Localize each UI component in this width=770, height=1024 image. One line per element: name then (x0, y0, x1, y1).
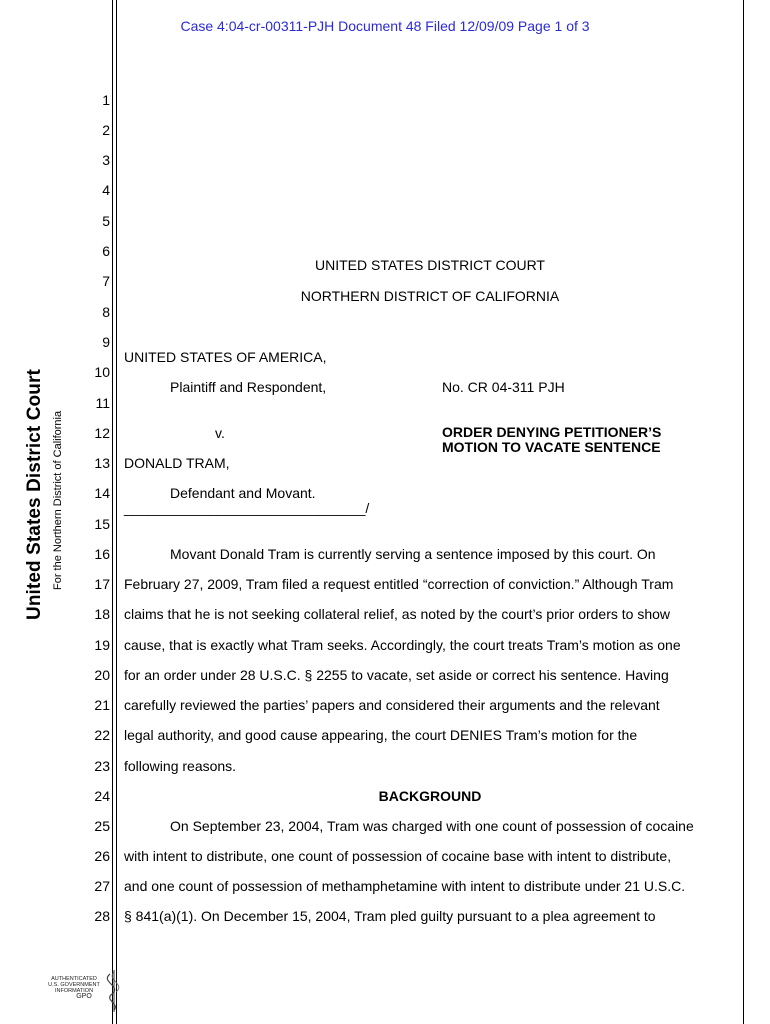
body-line: February 27, 2009, Tram filed a request entitled “correction of conviction.” Although Tram (124, 576, 674, 592)
line-number: 6 (102, 243, 110, 259)
line-number: 10 (94, 364, 110, 380)
line-number: 14 (94, 485, 110, 501)
plaintiff-role: Plaintiff and Respondent, (170, 379, 327, 395)
versus: v. (215, 425, 225, 441)
line-number: 4 (102, 182, 110, 198)
line-number: 27 (94, 878, 110, 894)
line-number: 1 (102, 92, 110, 108)
defendant-name: DONALD TRAM, (124, 455, 230, 471)
line-number: 16 (94, 546, 110, 562)
body-line: On September 23, 2004, Tram was charged with one count of possession of cocaine (170, 818, 694, 834)
line-number: 20 (94, 667, 110, 683)
line-number: 28 (94, 908, 110, 924)
line-number: 18 (94, 606, 110, 622)
line-number: 13 (94, 455, 110, 471)
line-number: 7 (102, 273, 110, 289)
line-number: 8 (102, 304, 110, 320)
sidebar-court-name: United States District Court (24, 369, 45, 620)
line-number: 12 (94, 425, 110, 441)
body-line: legal authority, and good cause appearing, the court DENIES Tram’s motion for the (124, 727, 638, 743)
line-number: 17 (94, 576, 110, 592)
line-number: 26 (94, 848, 110, 864)
body-line: § 841(a)(1). On December 15, 2004, Tram pled guilty pursuant to a plea agreement to (124, 908, 656, 924)
caption-separator: _______________________________/ (124, 500, 370, 516)
body-line: following reasons. (124, 758, 237, 774)
plaintiff-name: UNITED STATES OF AMERICA, (124, 349, 327, 365)
seal-text-line: AUTHENTICATED (51, 976, 97, 982)
gpo-seal-text (44, 976, 104, 1000)
left-margin-rule (112, 0, 113, 1024)
right-margin-rule (743, 0, 744, 1024)
left-margin-rule-double (116, 0, 117, 1024)
order-title-line-1: ORDER DENYING PETITIONER’S (442, 424, 662, 440)
seal-text-line: U.S. GOVERNMENT (48, 982, 100, 988)
sidebar-district-name: For the Northern District of California (52, 410, 64, 590)
case-header: Case 4:04-cr-00311-PJH Document 48 Filed 12/09/09 Page 1 of 3 (180, 18, 590, 34)
line-number: 22 (94, 727, 110, 743)
district-name: NORTHERN DISTRICT OF CALIFORNIA (300, 288, 560, 304)
court-name: UNITED STATES DISTRICT COURT (315, 257, 545, 273)
order-title-line-2: MOTION TO VACATE SENTENCE (442, 439, 661, 455)
seal-text-line: INFORMATION (54, 988, 94, 994)
section-heading: BACKGROUND (378, 788, 482, 804)
defendant-role: Defendant and Movant. (170, 485, 316, 501)
line-number: 15 (94, 516, 110, 532)
body-line: for an order under 28 U.S.C. § 2255 to vacate, set aside or correct his sentence. Having (124, 667, 669, 683)
line-number: 9 (102, 334, 110, 350)
body-line: claims that he is not seeking collateral relief, as noted by the court’s prior orders to show (124, 606, 671, 622)
line-number: 3 (102, 152, 110, 168)
body-line: Movant Donald Tram is currently serving a sentence imposed by this court. On (170, 546, 656, 562)
body-line: with intent to distribute, one count of possession of cocaine base with intent to distribute, (124, 848, 672, 864)
line-number: 5 (102, 213, 110, 229)
body-line: and one count of possession of methamphetamine with intent to distribute under 21 U.S.C. (124, 878, 686, 894)
line-number: 21 (94, 697, 110, 713)
line-number: 2 (102, 122, 110, 138)
body-line: cause, that is exactly what Tram seeks. Accordingly, the court treats Tram’s motion as one (124, 637, 681, 653)
body-line: carefully reviewed the parties’ papers and considered their arguments and the relevant (124, 697, 660, 713)
line-number: 11 (95, 395, 110, 411)
case-number: No. CR 04-311 PJH (442, 379, 565, 395)
line-number: 24 (94, 788, 110, 804)
line-number: 19 (94, 637, 110, 653)
line-number: 25 (94, 818, 110, 834)
line-number: 23 (94, 758, 110, 774)
seal-text-line: GPO (76, 993, 92, 1000)
